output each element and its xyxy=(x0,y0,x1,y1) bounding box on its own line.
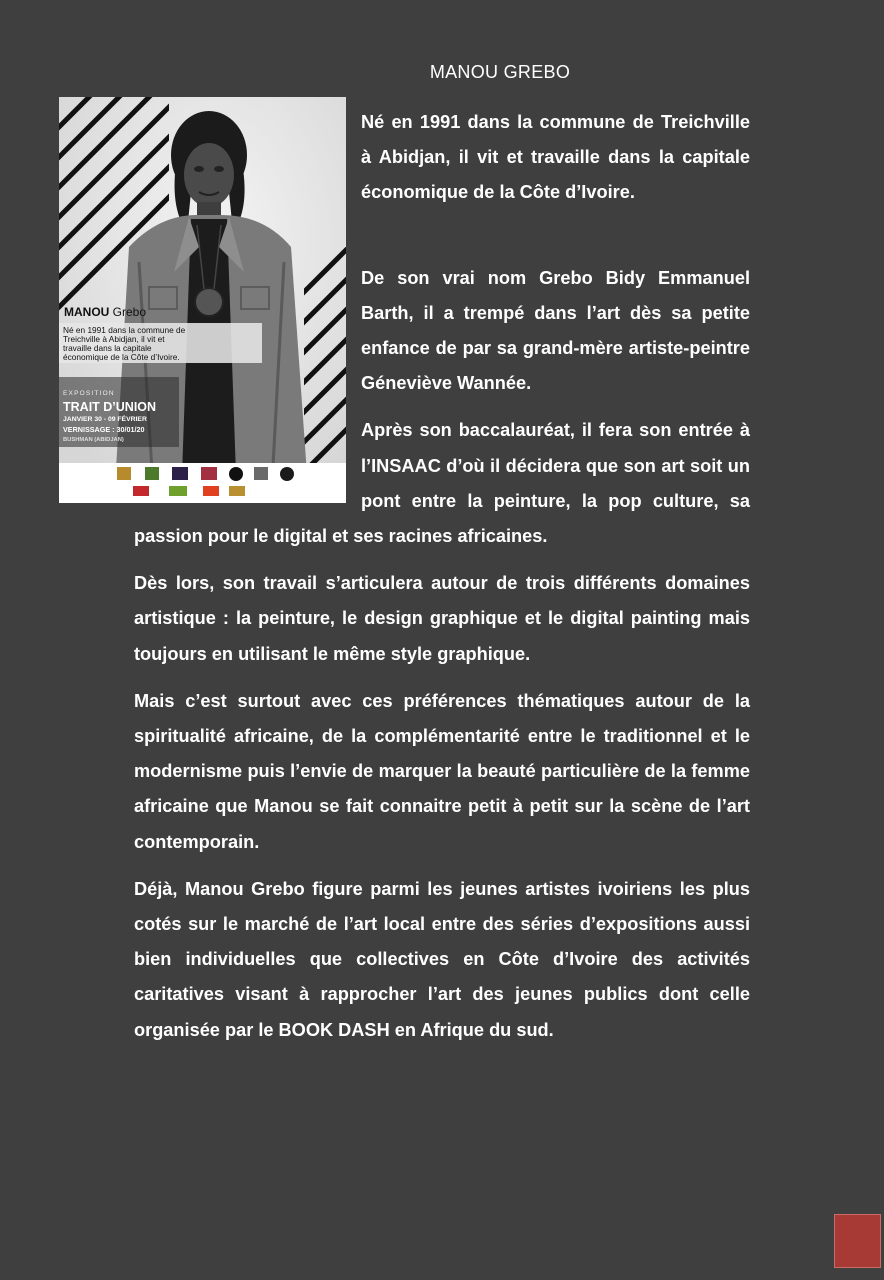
paragraph-real-name: De son vrai nom Grebo Bidy Emmanuel Barth, il a trempé dans l’art dès sa petite enfance de par sa grand-mère artiste-peintre Géneviève Wannée. xyxy=(361,267,750,394)
page-corner-accent xyxy=(834,1214,881,1268)
poster-vernissage: VERNISSAGE : 30/01/20 xyxy=(63,425,145,434)
poster-bio-line: économique de la Côte d’Ivoire. xyxy=(63,352,180,362)
poster-exposition-label: EXPOSITION xyxy=(63,390,115,397)
poster-exposition-title: TRAIT D’UNION xyxy=(63,400,157,414)
poster-venue: BUSHMAN (ABIDJAN) xyxy=(63,437,124,443)
poster-bio-line: travaille dans la capitale xyxy=(63,343,152,353)
poster-name-first: MANOU xyxy=(64,305,110,319)
biography-text xyxy=(134,105,750,1060)
paragraph-education: Après son baccalauréat, il fera son entrée à l’INSAAC d’où il décidera que son art soit un pont entre la peinture, la pop culture, sa passion pour le digital et ses racines africaines. xyxy=(134,420,750,547)
page-title: MANOU GREBO xyxy=(429,62,571,82)
paragraph-themes: Mais c’est surtout avec ces préférences thématiques autour de la spiritualité africaine, de la complémentarité entre le traditionnel et le modernisme puis l’envie de marquer la beauté particulière de la femme africaine que Manou se fait connaitre petit à petit sur la scène de l’art contemporain. xyxy=(134,690,750,852)
paragraph-domains: Dès lors, son travail s’articulera autour de trois différents domaines artistique : la peinture, le design graphique et le digital painting mais toujours en utilisant le même style graphique. xyxy=(134,573,750,664)
poster-name-last: Grebo xyxy=(112,305,147,319)
paragraph-birth: Né en 1991 dans la commune de Treichville à Abidjan, il vit et travaille dans la capitale économique de la Côte d’Ivoire. xyxy=(361,112,750,203)
poster-dates: JANVIER 30 - 09 FÉVRIER xyxy=(63,416,147,423)
poster-bio-line: Treichville à Abidjan, il vit et xyxy=(63,334,165,344)
poster-bio-line: Né en 1991 dans la commune de xyxy=(63,325,186,335)
paragraph-recognition: Déjà, Manou Grebo figure parmi les jeunes artistes ivoiriens les plus cotés sur le marché de l’art local entre des séries d’expositions aussi bien individuelles que collectives en Côte d’Ivoire des activités caritatives visant à rapprocher l’art des jeunes publics dont celle organisée par le BOOK DASH en Afrique du sud. xyxy=(134,878,750,1040)
